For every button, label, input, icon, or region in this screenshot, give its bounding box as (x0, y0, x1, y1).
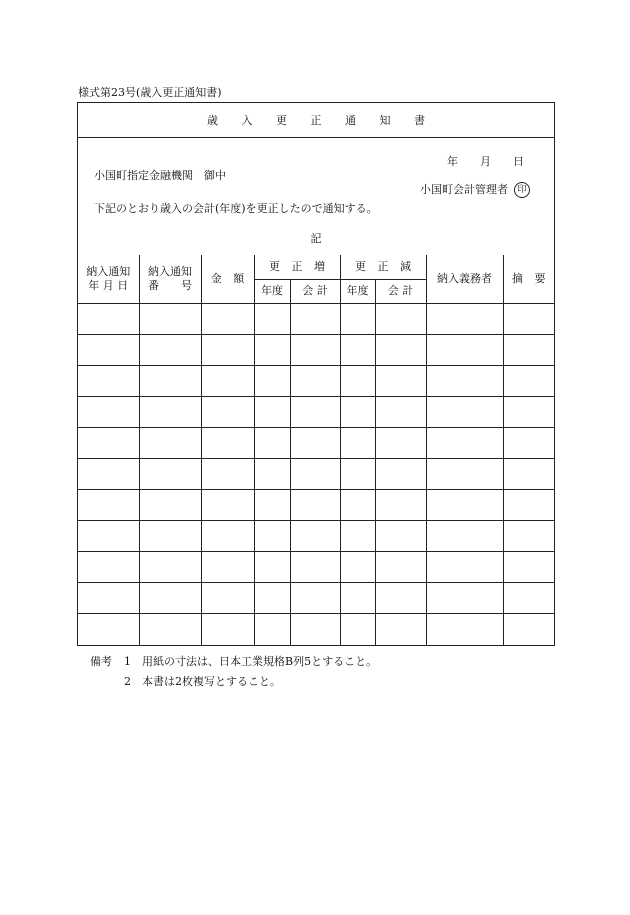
table-cell (201, 521, 254, 552)
sender-line (420, 181, 530, 198)
table-cell (375, 303, 426, 334)
table-cell (375, 365, 426, 396)
header-notice-date (78, 255, 139, 303)
header-amount: 金 額 (201, 255, 254, 303)
table-row (78, 521, 554, 552)
table-cell (254, 583, 290, 614)
table-cell (254, 334, 290, 365)
table-row (78, 490, 554, 521)
table-cell (78, 583, 139, 614)
table-cell (426, 396, 503, 427)
table-cell (340, 490, 375, 521)
table-row (78, 396, 554, 427)
table-cell (290, 427, 340, 458)
table-cell (78, 521, 139, 552)
table-cell (78, 490, 139, 521)
header-decrease-account: 会 計 (375, 279, 426, 303)
table-cell (139, 396, 201, 427)
table-row (78, 583, 554, 614)
table-cell (201, 365, 254, 396)
note-number: 1 (124, 655, 131, 668)
note-text: 用紙の寸法は、日本工業規格B列5とすること。 (142, 655, 378, 668)
table-cell (290, 614, 340, 645)
table-cell (375, 396, 426, 427)
body-text: 下記のとおり歳入の会計(年度)を更正したので通知する。 (94, 202, 378, 215)
table-cell (254, 552, 290, 583)
form-caption: 様式第23号(歳入更正通知書) (78, 86, 222, 99)
table-cell (290, 490, 340, 521)
table-cell (139, 614, 201, 645)
table-cell (201, 459, 254, 490)
notice-form (77, 102, 555, 646)
table-cell (201, 334, 254, 365)
header-decrease-year: 年度 (340, 279, 375, 303)
table-cell (254, 427, 290, 458)
addressee: 小国町指定金融機関 御中 (94, 169, 226, 182)
table-cell (375, 521, 426, 552)
table-cell (78, 303, 139, 334)
note-item (90, 672, 377, 692)
table-cell (503, 459, 554, 490)
table-cell (139, 427, 201, 458)
table-cell (139, 521, 201, 552)
header-increase-year: 年度 (254, 279, 290, 303)
table-cell (290, 552, 340, 583)
table-row (78, 552, 554, 583)
date-line: 年 月 日 (447, 155, 524, 168)
table-cell (201, 490, 254, 521)
table-cell (254, 303, 290, 334)
table-cell (340, 552, 375, 583)
table-cell (340, 303, 375, 334)
table-cell (503, 552, 554, 583)
header-decrease: 更 正 減 (340, 255, 426, 279)
table-cell (426, 303, 503, 334)
header-notice-date-line1: 納入通知 (86, 264, 131, 278)
table-cell (340, 396, 375, 427)
table-cell (503, 583, 554, 614)
table-cell (375, 459, 426, 490)
table-cell (139, 365, 201, 396)
table-cell (426, 490, 503, 521)
table-row (78, 303, 554, 334)
table-row (78, 459, 554, 490)
notes (90, 652, 377, 692)
table-cell (290, 396, 340, 427)
header-increase-account: 会 計 (290, 279, 340, 303)
table-cell (426, 427, 503, 458)
table-cell (201, 396, 254, 427)
table-cell (503, 365, 554, 396)
form-title: 歳 入 更 正 通 知 書 (78, 103, 554, 138)
header-notice-number (139, 255, 201, 303)
table-cell (503, 614, 554, 645)
header-obligor: 納入義務者 (426, 255, 503, 303)
table-cell (78, 396, 139, 427)
table-cell (254, 365, 290, 396)
sender: 小国町会計管理者 (420, 183, 508, 196)
notes-label: 備考 (90, 655, 112, 668)
table-cell (201, 583, 254, 614)
header-notice-number-line1: 納入通知 (148, 264, 192, 278)
table-cell (426, 614, 503, 645)
table-cell (78, 427, 139, 458)
notes-label-spacer (90, 672, 124, 692)
note-item (90, 652, 377, 672)
table-cell (254, 396, 290, 427)
table-row (78, 365, 554, 396)
table-cell (503, 521, 554, 552)
table-cell (426, 552, 503, 583)
table-cell (426, 334, 503, 365)
table-cell (503, 490, 554, 521)
table-cell (340, 614, 375, 645)
table-cell (290, 334, 340, 365)
table-row (78, 334, 554, 365)
seal-mark: 印 (514, 182, 530, 198)
ki-label: 記 (310, 232, 322, 245)
table-cell (78, 459, 139, 490)
table-cell (426, 459, 503, 490)
header-notice-number-line2: 番 号 (148, 278, 192, 292)
table-cell (254, 521, 290, 552)
table-body (78, 303, 554, 645)
table-cell (340, 521, 375, 552)
table-cell (375, 552, 426, 583)
table-cell (503, 396, 554, 427)
table-cell (78, 334, 139, 365)
table-cell (375, 490, 426, 521)
table-cell (290, 303, 340, 334)
table-cell (254, 490, 290, 521)
table-cell (78, 365, 139, 396)
table-cell (201, 427, 254, 458)
table-cell (375, 427, 426, 458)
table-row (78, 427, 554, 458)
table-cell (201, 614, 254, 645)
table-cell (78, 552, 139, 583)
table-cell (290, 521, 340, 552)
table-cell (340, 427, 375, 458)
table-cell (375, 614, 426, 645)
table-cell (426, 583, 503, 614)
header-notice-date-line2: 年 月 日 (88, 278, 129, 292)
table-cell (201, 303, 254, 334)
table-cell (254, 614, 290, 645)
table-cell (340, 334, 375, 365)
table-cell (375, 583, 426, 614)
header-increase: 更 正 増 (254, 255, 340, 279)
table-cell (139, 552, 201, 583)
table-cell (290, 459, 340, 490)
note-number: 2 (124, 675, 131, 688)
table-cell (503, 303, 554, 334)
table-cell (201, 552, 254, 583)
table-cell (503, 427, 554, 458)
table-cell (254, 459, 290, 490)
table-cell (139, 583, 201, 614)
table-cell (139, 334, 201, 365)
table-row (78, 614, 554, 645)
table-cell (340, 583, 375, 614)
table-cell (503, 334, 554, 365)
table-cell (139, 303, 201, 334)
record-table (78, 255, 554, 645)
table-cell (340, 365, 375, 396)
table-cell (340, 459, 375, 490)
table-cell (139, 490, 201, 521)
table-cell (426, 521, 503, 552)
table-cell (78, 614, 139, 645)
header-summary: 摘 要 (503, 255, 554, 303)
table-cell (426, 365, 503, 396)
table-cell (290, 365, 340, 396)
table-cell (139, 459, 201, 490)
table-cell (290, 583, 340, 614)
note-text: 本書は2枚複写とすること。 (142, 675, 281, 688)
table-cell (375, 334, 426, 365)
